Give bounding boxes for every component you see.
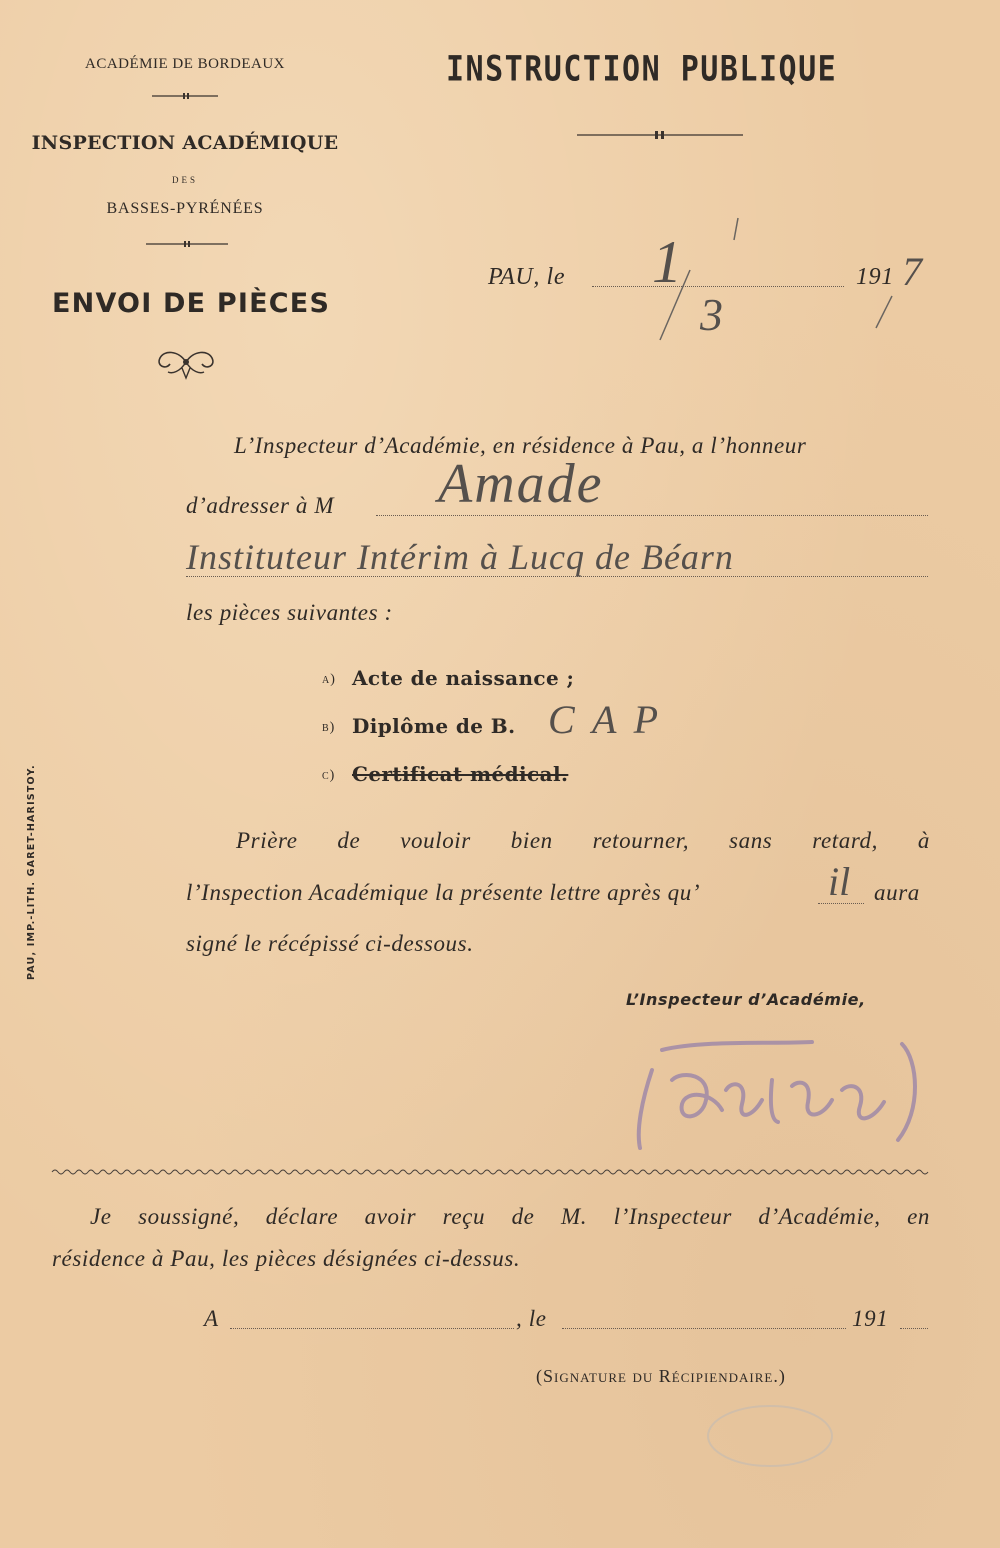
request-line-1: Prière de vouloir bien retourner, sans retard, à: [236, 828, 930, 853]
item-c-letter: c): [322, 768, 336, 783]
receipt-date-label: , le: [516, 1306, 547, 1331]
receipt-place-line: [230, 1328, 514, 1329]
item-b-handwritten: C A P: [548, 697, 663, 742]
item-a-text: Acte de naissance ;: [352, 666, 575, 690]
intro-line: L’Inspecteur d’Académie, en résidence à Pau, a l’honneur: [234, 433, 807, 458]
item-a-letter: a): [322, 672, 336, 687]
receipt-signature-label: (Signature du Récipiendaire.): [536, 1366, 786, 1386]
faded-stamp: [700, 1396, 840, 1480]
request-line-2b: aura: [874, 880, 920, 905]
receipt-year-line: [900, 1328, 928, 1329]
item-b-text: Diplôme de B.: [352, 714, 516, 738]
form-title: ENVOI DE PIÈCES: [52, 288, 331, 319]
recipient-name-handwritten: Amade: [438, 453, 604, 515]
ornament-rule: [150, 90, 220, 102]
request-line-2a: l’Inspection Académique la présente lettre après qu’: [186, 880, 701, 905]
wavy-separator: [52, 1162, 930, 1181]
signature-title: L’Inspecteur d’Académie,: [626, 990, 866, 1009]
date-year-prefix: 191: [856, 264, 894, 290]
instruction-publique-title: INSTRUCTION PUBLIQUE: [446, 49, 838, 90]
date-day-handwritten: 1: [652, 229, 682, 295]
department-name: BASSES-PYRÉNÉES: [106, 200, 264, 217]
receipt-place-label: A: [204, 1306, 219, 1331]
fleuron-ornament: [150, 344, 222, 384]
receipt-line-1: Je soussigné, déclare avoir reçu de M. l’Inspecteur d’Académie, en: [90, 1204, 930, 1229]
receipt-date-line: [562, 1328, 846, 1329]
date-year-suffix: 7: [902, 249, 922, 294]
ornament-rule: [575, 129, 745, 141]
date-label: PAU, le: [488, 264, 566, 290]
request-line-3: signé le récépissé ci-dessous.: [186, 931, 474, 956]
item-b-letter: b): [322, 720, 336, 735]
receipt-year-label: 191: [852, 1306, 889, 1331]
academy-name: ACADÉMIE DE BORDEAUX: [85, 56, 285, 72]
des-label: DES: [171, 175, 198, 185]
recipient-detail-handwritten: Instituteur Intérim à Lucq de Béarn: [186, 537, 734, 577]
inspector-signature: [622, 1030, 932, 1164]
item-c-text: Certificat médical.: [352, 762, 569, 786]
ornament-rule: [144, 238, 230, 250]
date-month-handwritten: 3: [700, 289, 723, 340]
pieces-label: les pièces suivantes :: [186, 600, 393, 625]
inspection-title: INSPECTION ACADÉMIQUE: [31, 132, 339, 154]
receipt-line-2: résidence à Pau, les pièces désignées ci-dessus.: [52, 1246, 521, 1271]
printer-credit: PAU, IMP.-LITH. GARET-HARISTOY.: [26, 764, 37, 980]
address-label: d’adresser à M: [186, 493, 335, 518]
request-handwritten: il: [828, 859, 851, 904]
